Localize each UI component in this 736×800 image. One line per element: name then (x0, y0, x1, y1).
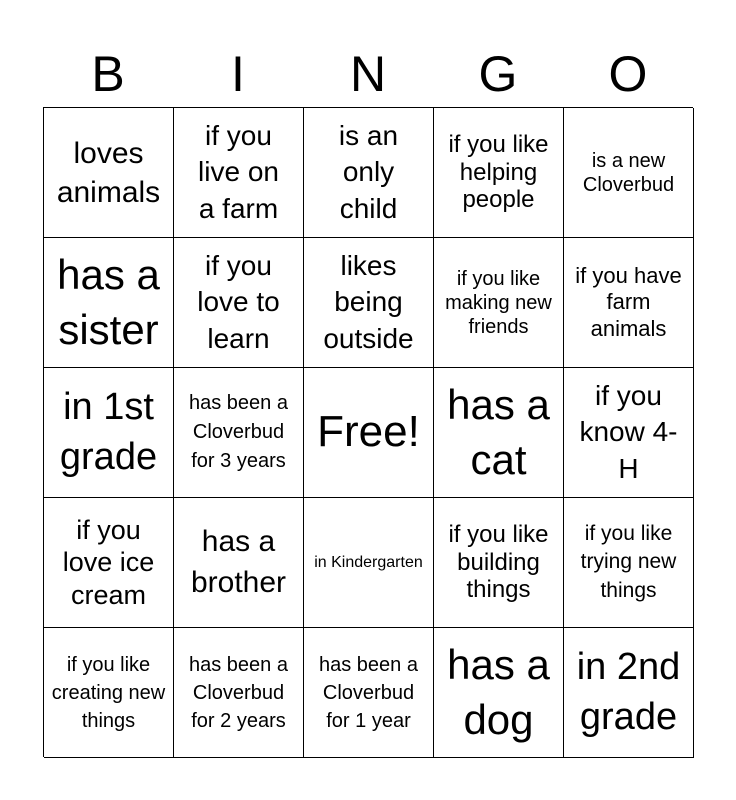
cell-text: has a sister (57, 250, 160, 353)
cell-text: if you live on a farm (198, 119, 279, 224)
bingo-cell[interactable] (44, 238, 174, 368)
bingo-header (43, 40, 693, 108)
bingo-grid (43, 107, 693, 757)
cell-text: has been a Cloverbud for 3 years (189, 392, 288, 472)
cell-text: if you like helping people (448, 131, 549, 214)
cell-text: likes being outside (323, 249, 414, 354)
cell-text: if you have farm animals (575, 262, 682, 341)
bingo-cell[interactable] (434, 498, 564, 628)
cell-text: if you love ice cream (62, 514, 155, 610)
cell-text: loves animals (56, 136, 161, 209)
bingo-cell[interactable] (44, 498, 174, 628)
bingo-cell[interactable] (564, 368, 694, 498)
bingo-cell[interactable] (304, 628, 434, 758)
header-letter-o: O (608, 46, 648, 102)
bingo-cell[interactable] (304, 238, 434, 368)
cell-text: if you like creating new things (51, 653, 166, 732)
cell-text: has been a Cloverbud for 2 years (189, 653, 288, 732)
bingo-cell[interactable] (174, 498, 304, 628)
bingo-cell[interactable] (304, 368, 434, 498)
cell-text: if you like making new friends (445, 267, 552, 338)
cell-text: has a brother (190, 525, 287, 599)
header-letter-i: I (231, 46, 245, 102)
cell-text: if you love to learn (197, 249, 280, 354)
bingo-cell[interactable] (434, 628, 564, 758)
cell-text: in Kindergarten (314, 553, 423, 571)
cell-text: if you like building things (448, 521, 549, 604)
bingo-cell[interactable] (434, 368, 564, 498)
bingo-cell[interactable] (564, 108, 694, 238)
cell-text: Free! (317, 407, 420, 457)
bingo-cell[interactable] (174, 368, 304, 498)
bingo-cell[interactable] (174, 238, 304, 368)
header-letter-b: B (91, 46, 125, 102)
header-letter-n: N (349, 46, 387, 102)
cell-text: in 2nd grade (576, 646, 681, 738)
bingo-cell[interactable] (434, 238, 564, 368)
bingo-cell[interactable] (44, 108, 174, 238)
bingo-cell[interactable] (564, 498, 694, 628)
cell-text: has been a Cloverbud for 1 year (319, 653, 418, 732)
bingo-cell[interactable] (304, 498, 434, 628)
cell-text: in 1st grade (59, 386, 158, 478)
cell-text: has a dog (447, 640, 550, 743)
header-letter-g: G (478, 46, 518, 102)
cell-text: if you know 4-H (579, 379, 678, 484)
cell-text: is an only child (338, 119, 399, 224)
cell-text: has a cat (447, 380, 550, 483)
bingo-cell[interactable] (174, 628, 304, 758)
cell-text: is a new Cloverbud (582, 149, 675, 196)
bingo-cell[interactable] (174, 108, 304, 238)
cell-text: if you like trying new things (580, 521, 677, 602)
bingo-cell[interactable] (44, 628, 174, 758)
bingo-cell[interactable] (434, 108, 564, 238)
bingo-cell[interactable] (44, 368, 174, 498)
bingo-cell[interactable] (564, 628, 694, 758)
bingo-cell[interactable] (304, 108, 434, 238)
bingo-cell[interactable] (564, 238, 694, 368)
